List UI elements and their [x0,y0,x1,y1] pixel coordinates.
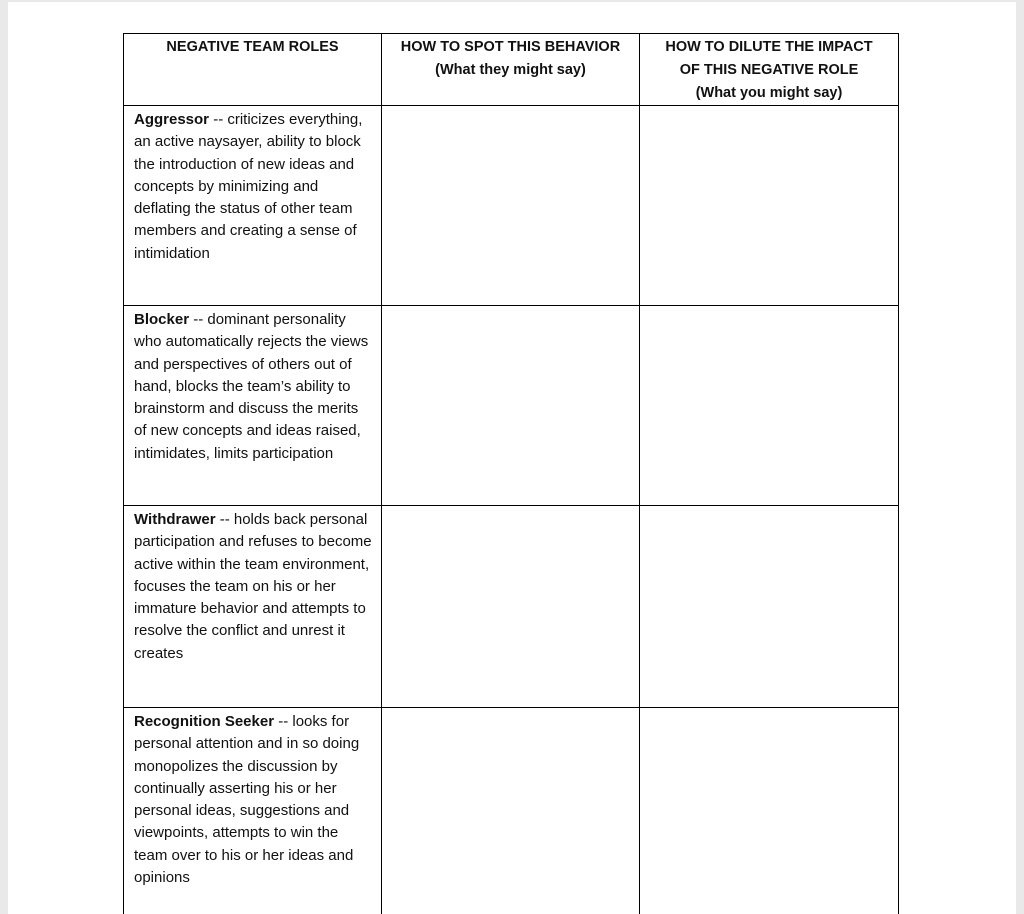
header-how-to-spot: HOW TO SPOT THIS BEHAVIOR (What they might say) [382,34,640,106]
role-cell [124,106,382,306]
dilute-impact-cell[interactable] [640,506,899,708]
role-description: dominant personality who automatically rejects the views and perspectives of others out of hand, blocks the team’s ability to brainstorm and discuss the merits of new concepts and ideas raised, intimidates, limits participation [134,311,369,462]
role-description: looks for personal attention and in so doing monopolizes the discussion by continually asserting his or her personal ideas, suggestions and viewpoints, attempts to win the team over to his or her ideas and opinions [134,713,360,887]
spot-behavior-cell[interactable] [382,506,640,708]
document-page [8,2,1016,914]
role-name: Aggressor [134,111,210,128]
table-row [124,506,899,708]
table-row [124,708,899,914]
dilute-impact-cell[interactable] [640,106,899,306]
spot-behavior-cell[interactable] [382,708,640,914]
spot-behavior-cell[interactable] [382,306,640,506]
role-cell [124,708,382,914]
header-how-to-dilute: HOW TO DILUTE THE IMPACT OF THIS NEGATIVE ROLE (What you might say) [640,34,899,106]
role-cell [124,306,382,506]
role-description: holds back personal participation and refuses to become active within the team environment, focuses the team on his or her immature behavior and attempts to resolve the conflict and unrest it creates [134,511,372,662]
role-separator: -- [215,511,234,528]
role-description: criticizes everything, an active naysayer, ability to block the introduction of new ideas and concepts by minimizing and deflating the status of other team members and creating a sense of intimidation [134,111,363,262]
dilute-impact-cell[interactable] [640,708,899,914]
header-row [124,34,899,106]
role-name: Withdrawer [134,511,216,528]
role-cell [124,506,382,708]
role-separator: -- [274,713,293,730]
role-name: Blocker [134,311,190,328]
negative-team-roles-table [123,33,899,914]
spot-behavior-cell[interactable] [382,106,640,306]
dilute-impact-cell[interactable] [640,306,899,506]
role-separator: -- [189,311,208,328]
header-negative-team-roles: NEGATIVE TEAM ROLES [124,34,382,106]
role-name: Recognition Seeker [134,713,275,730]
table-row [124,306,899,506]
table-row [124,106,899,306]
role-separator: -- [209,111,228,128]
